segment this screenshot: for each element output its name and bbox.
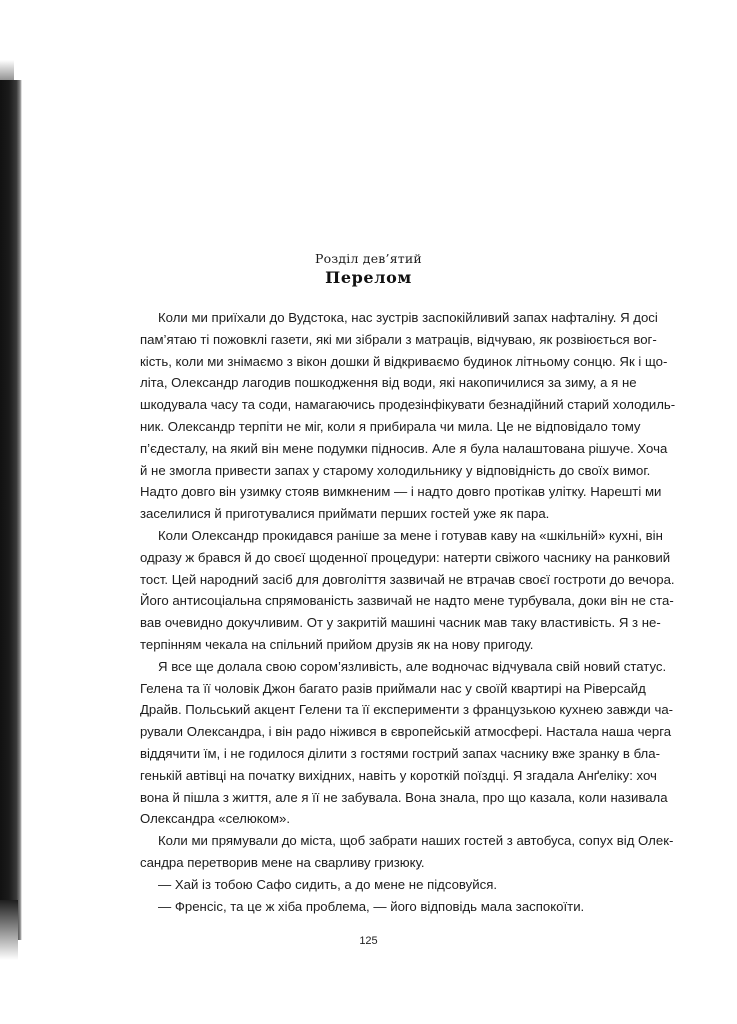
page-edge-shadow [0, 80, 22, 940]
text-line: вав очевидно докучливим. От у закритій машині часник мав таку властивість. Я з не- [140, 615, 661, 631]
text-line: Коли ми приїхали до Вудстока, нас зустрів заспокійливий запах нафталіну. Я досі [158, 310, 658, 325]
text-line: Драйв. Польський акцент Гелени та її експерименти з французькою кухнею завжди ча- [140, 702, 674, 718]
text-line: Олександра «селюком». [140, 811, 291, 827]
text-line: генькій автівці на початку вихідних, навіть у короткій поїздці. Я згадала Анґеліку: хоч [140, 767, 657, 783]
text-line: вона й пішла з життя, але я її не забувала. Вона знала, про що казала, коли називала [140, 789, 668, 805]
page-number: 125 [359, 935, 378, 947]
text-line: віддячити їм, і не годилося ділити з гостями гострий запах часнику вже зранку в бла- [140, 745, 660, 761]
dialogue-line: — Френсіс, та це ж хіба проблема, — його відповідь мала заспокоїти. [158, 898, 585, 914]
text-line: рували Олександра, і він радо ніжився в європейській атмосфері. Настала наша черга [140, 724, 672, 740]
text-line: п’єдесталу, на який він мене подумки підносив. Але я була налаштована рішуче. Хоча [140, 440, 668, 456]
page-edge-shadow-bottom [0, 900, 18, 960]
text-line: шкодувала часу та соди, намагаючись продезінфікувати безнадійний старий холодиль- [140, 397, 676, 413]
text-line: літа, Олександр лагодив пошкодження від води, які накопичилися за зиму, а я не [140, 375, 637, 391]
body-text [140, 307, 676, 917]
chapter-title: Перелом [325, 268, 412, 287]
text-line: Коли Олександр прокидався раніше за мене і готував каву на «шкільній» кухні, він [158, 527, 663, 543]
text-line: тост. Цей народний засіб для довголіття зазвичай не втрачав своєї гостроти до вечора. [140, 571, 675, 587]
text-line: сандра перетворив мене на сварливу гризюку. [140, 854, 425, 870]
text-line: терпінням чекала на спільний прийом друзів як на нову пригоду. [140, 636, 534, 652]
text-line: Я все ще долала свою сором’язливість, але водночас відчувала свій новий статус. [158, 658, 667, 674]
text-line: ник. Олександр терпіти не міг, коли я прибирала чи мила. Це не відповідало тому [140, 418, 641, 434]
text-line: заселилися й приготувалися приймати перших гостей уже як пара. [140, 506, 550, 522]
chapter-label: Розділ дев’ятий [315, 251, 422, 266]
dialogue-line: — Хай із тобою Сафо сидить, а до мене не підсовуйся. [158, 876, 498, 892]
text-line: й не змогла привести запах у старому холодильнику у відповідність до своїх вимог. [140, 462, 651, 478]
text-line: Надто довго він узимку стояв вимкненим — і надто довго протікав улітку. Нарешті ми [140, 484, 662, 500]
text-line: кість, коли ми знімаємо з вікон дошки й відкриваємо будинок літньому сонцю. Як і що- [140, 353, 668, 369]
text-line: одразу ж брався й до своєї щоденної процедури: натерти свіжого часнику на ранковий [140, 549, 671, 565]
text-line: пам’ятаю ті пожовклі газети, які ми зібрали з матраців, відчуваю, як розвіюється вог- [140, 331, 657, 347]
text-line: Коли ми прямували до міста, щоб забрати наших гостей з автобуса, сопух від Олек- [158, 833, 674, 849]
text-line: Гелена та її чоловік Джон багато разів приймали нас у своїй квартирі на Ріверсайд [140, 680, 646, 696]
text-line: Його антисоціальна спрямованість зазвичай не надто мене турбувала, доки він не ста- [140, 593, 674, 609]
